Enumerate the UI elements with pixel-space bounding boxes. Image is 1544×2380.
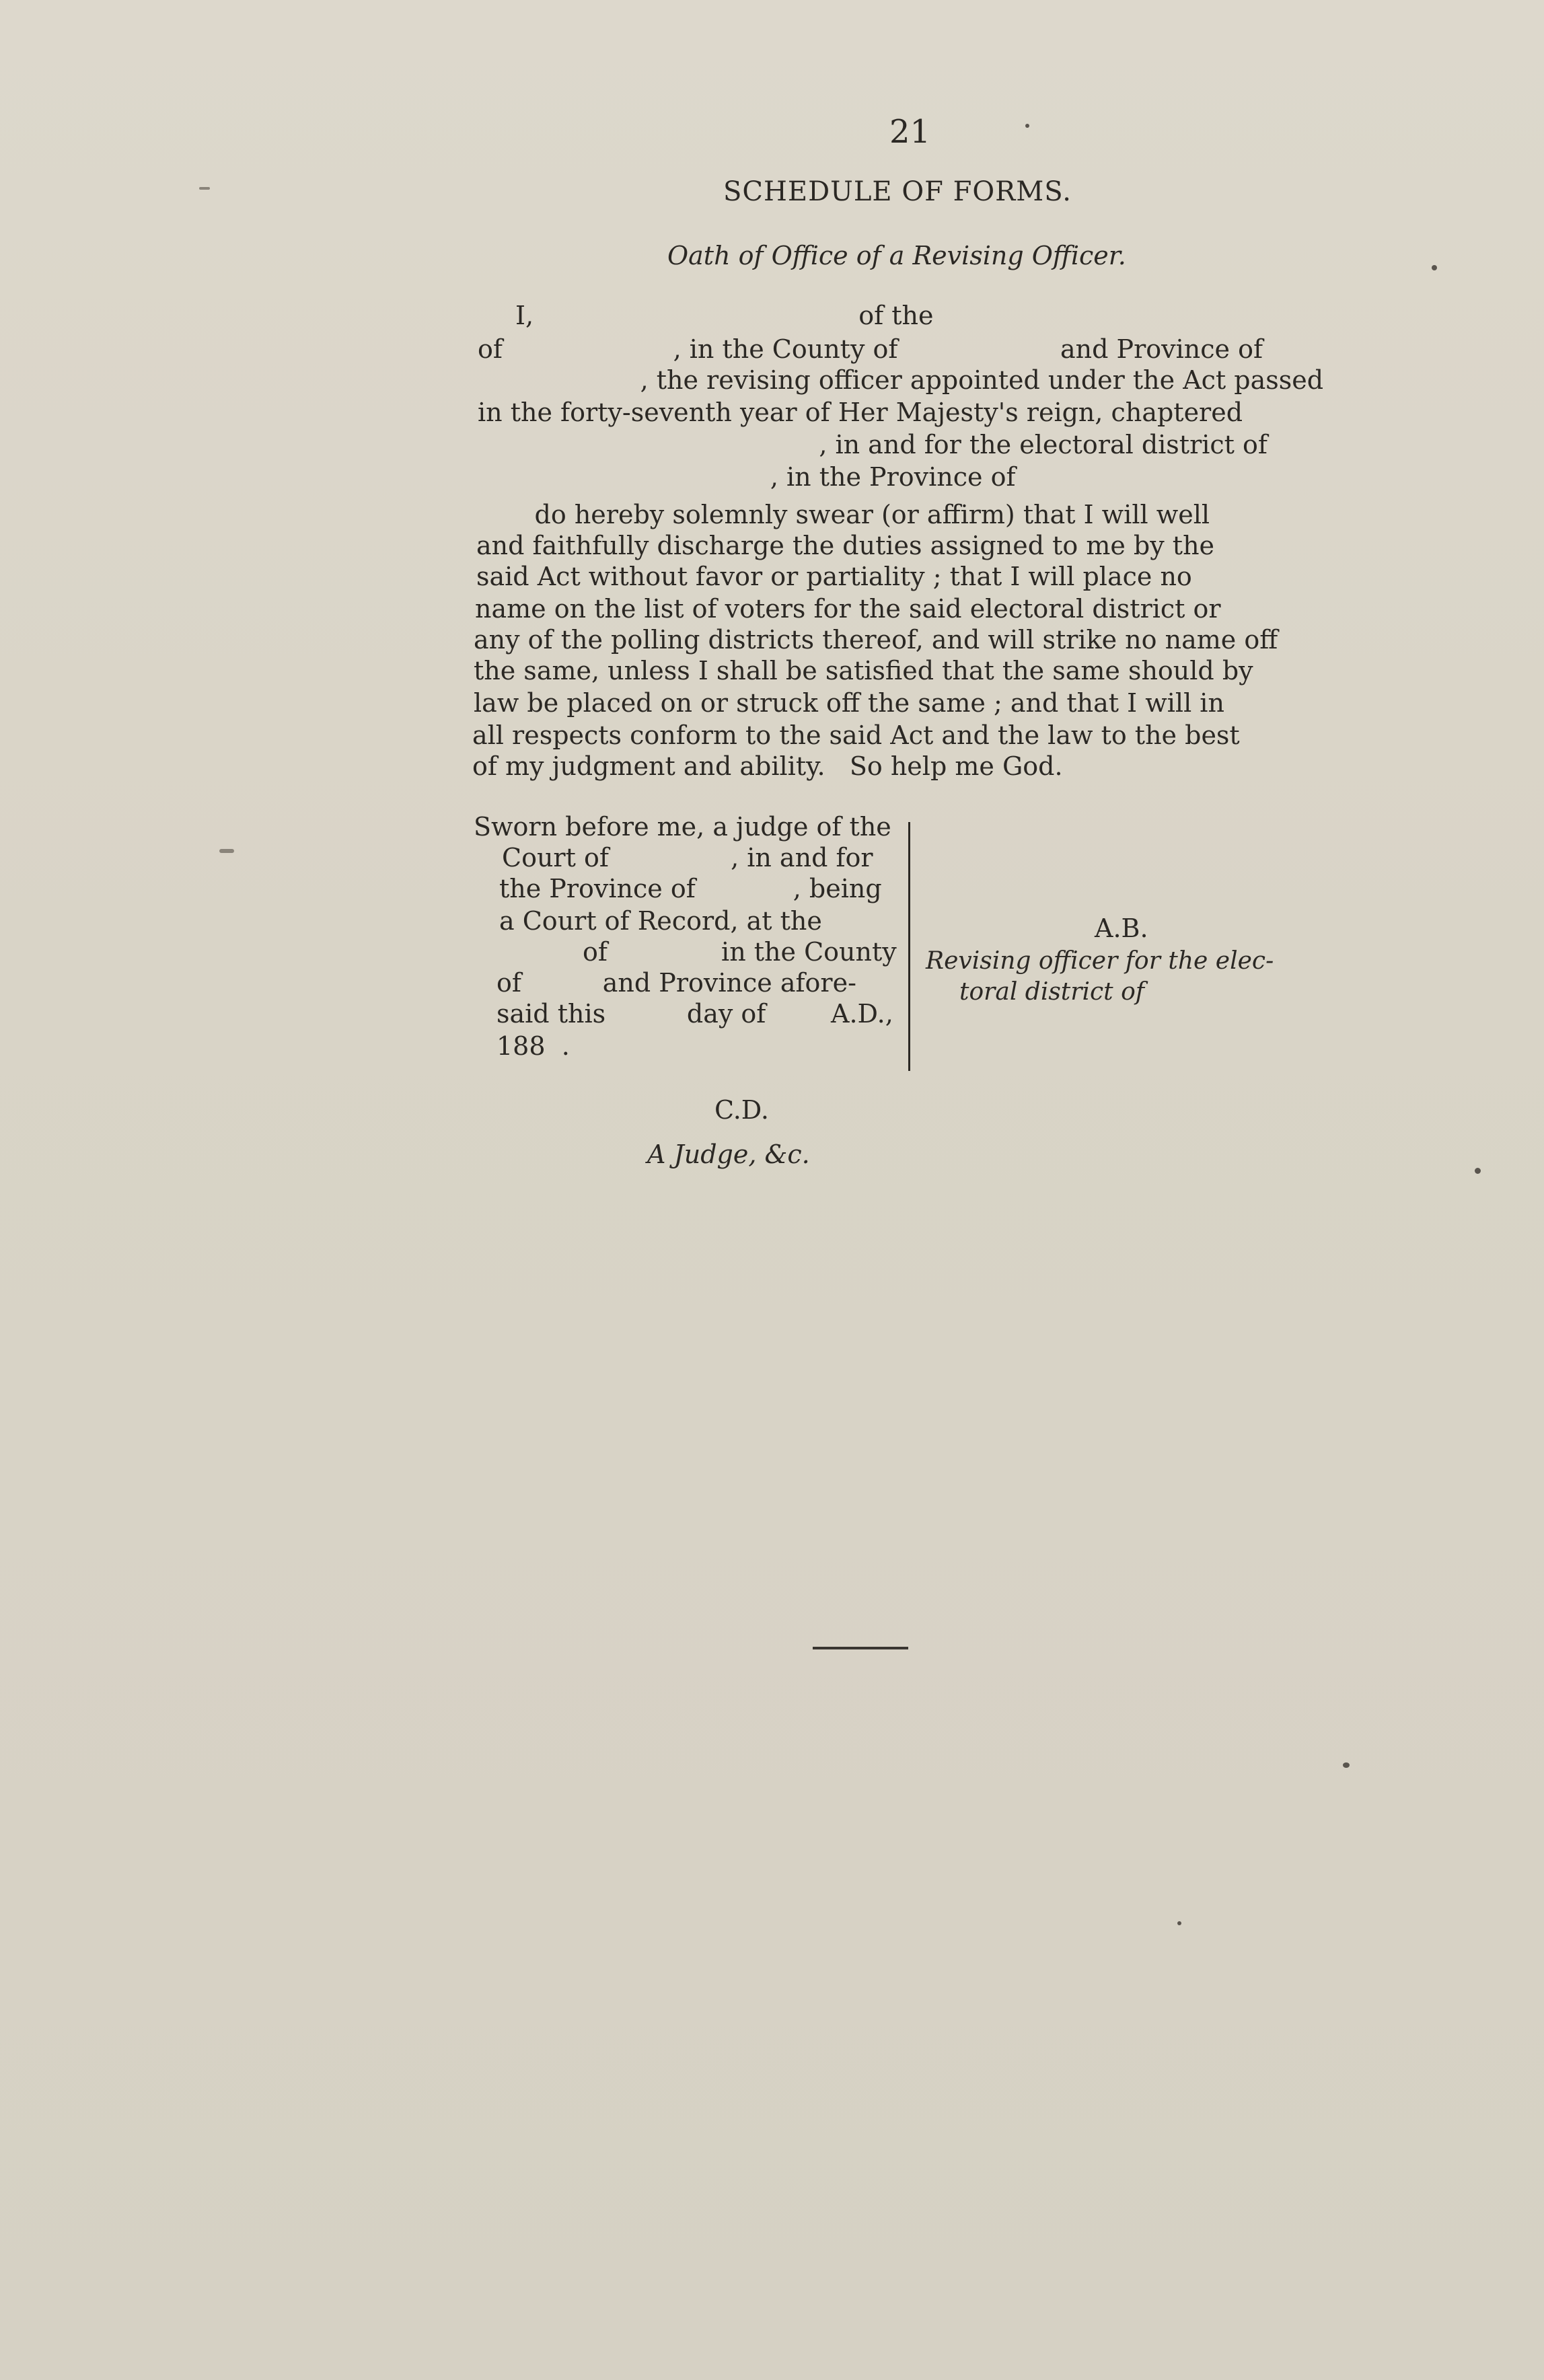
signature-ab-role-line: Revising officer for the elec- bbox=[926, 947, 1274, 975]
paper-speck bbox=[1177, 1921, 1181, 1925]
paper-speck bbox=[219, 849, 234, 853]
oath-line: in the forty-seventh year of Her Majesty's reign, chaptered bbox=[478, 398, 1243, 427]
oath-line: the same, unless I shall be satisfied that the same should by bbox=[474, 656, 1253, 685]
jurat-line: of in the County bbox=[583, 937, 897, 967]
oath-line: of , in the County of and Province of bbox=[478, 334, 1263, 364]
page-title: SCHEDULE OF FORMS. bbox=[723, 176, 1072, 207]
jurat-line: of and Province afore- bbox=[497, 968, 856, 998]
paper-speck bbox=[1025, 124, 1029, 128]
oath-line: said Act without favor or partiality ; that I will place no bbox=[476, 562, 1192, 591]
signature-ab: A.B. bbox=[1095, 914, 1148, 943]
oath-line: and faithfully discharge the duties assigned to me by the bbox=[476, 531, 1215, 560]
jurat-line: said this day of A.D., bbox=[497, 999, 893, 1029]
oath-line: of my judgment and ability. So help me God. bbox=[472, 751, 1063, 781]
jurat-line: a Court of Record, at the bbox=[499, 906, 822, 936]
form-subtitle: Oath of Office of a Revising Officer. bbox=[667, 241, 1126, 270]
paper-speck bbox=[1343, 1762, 1350, 1768]
paper-speck bbox=[199, 187, 210, 190]
paper-speck bbox=[1475, 1168, 1481, 1174]
signature-ab-role bbox=[926, 946, 1274, 1008]
oath-line: law be placed on or struck off the same ; and that I will in bbox=[474, 688, 1224, 718]
oath-line: any of the polling districts thereof, and will strike no name off bbox=[474, 625, 1278, 655]
jurat-line: 188 . bbox=[497, 1031, 570, 1061]
paper-speck bbox=[1432, 265, 1437, 270]
jurat-line: Court of , in and for bbox=[502, 843, 873, 872]
jurat-line: the Province of , being bbox=[499, 874, 882, 903]
oath-line: I, of the bbox=[515, 301, 934, 330]
oath-line: do hereby solemnly swear (or affirm) that I will well bbox=[478, 500, 1210, 529]
jurat-brace bbox=[899, 822, 910, 1071]
oath-line: , in and for the electoral district of bbox=[478, 430, 1267, 459]
page-number: 21 bbox=[889, 113, 931, 151]
oath-line: all respects conform to the said Act and the law to the best bbox=[472, 720, 1240, 750]
signature-cd-role: A Judge, &c. bbox=[647, 1140, 810, 1169]
section-divider bbox=[813, 1647, 908, 1649]
signature-ab-role-line: toral district of bbox=[959, 978, 1145, 1006]
jurat-line: Sworn before me, a judge of the bbox=[474, 812, 891, 842]
oath-line: name on the list of voters for the said electoral district or bbox=[475, 594, 1221, 624]
oath-line: , the revising officer appointed under the Act passed bbox=[478, 365, 1324, 395]
oath-line: , in the Province of bbox=[478, 462, 1016, 492]
signature-cd: C.D. bbox=[714, 1095, 769, 1125]
